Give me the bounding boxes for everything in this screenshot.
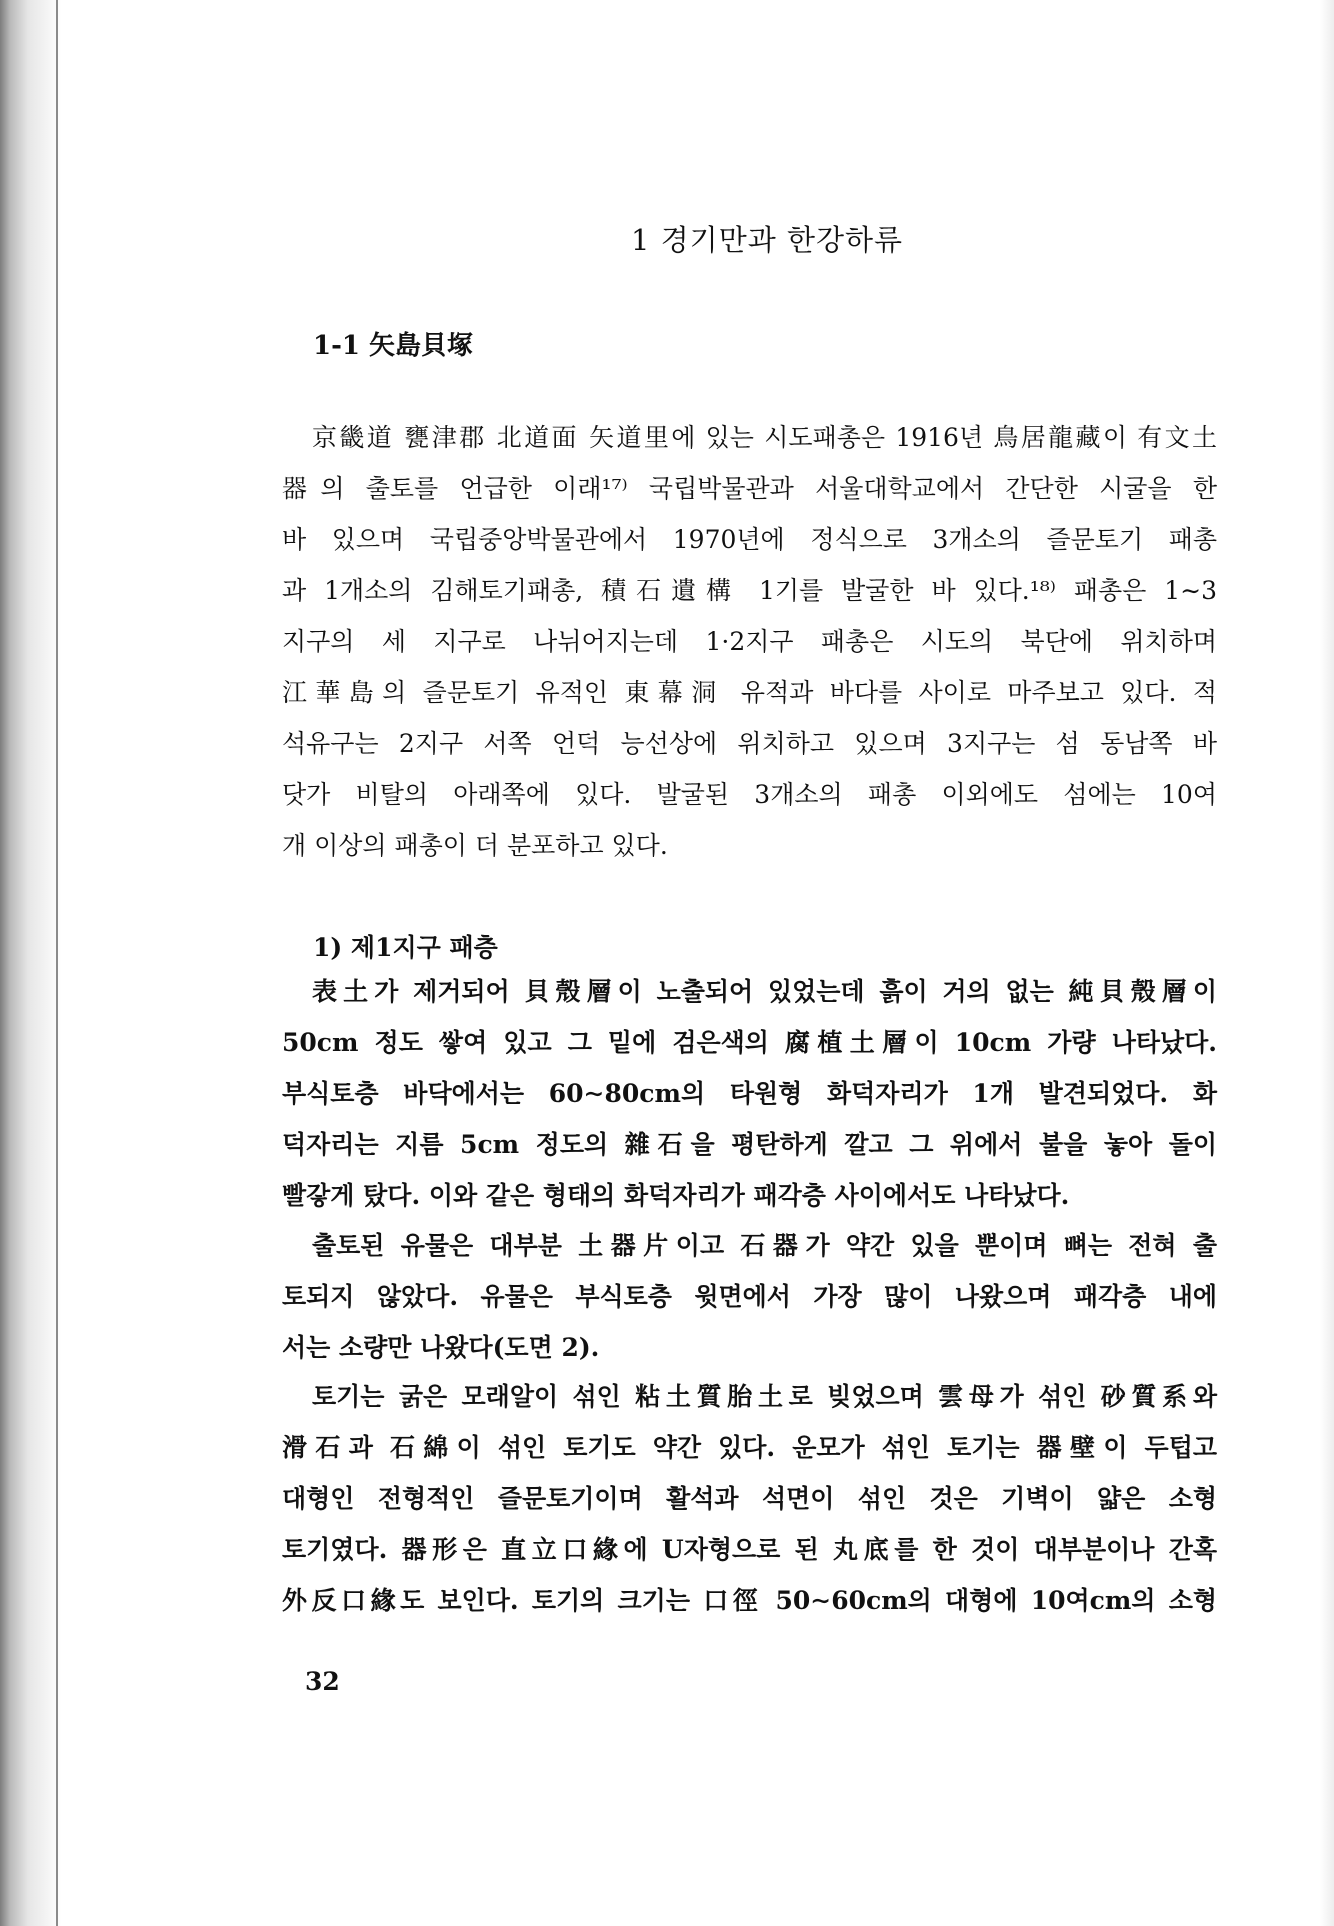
paragraph-line: 출토된 유물은 대부분 土器片이고 石器가 약간 있을 뿐이며 뼈는 전혀 출 (312, 1231, 1217, 1260)
paragraph-line: 부식토층 바닥에서는 60∼80cm의 타원형 화덕자리가 1개 발견되었다. 화 (282, 1079, 1217, 1108)
paragraph-line: 江華島의 즐문토기 유적인 東幕洞 유적과 바다를 사이로 마주보고 있다. 적 (282, 678, 1217, 707)
page-number: 32 (305, 1667, 340, 1696)
paragraph-line: 토기는 굵은 모래알이 섞인 粘土質胎土로 빚었으며 雲母가 섞인 砂質系와 (312, 1382, 1217, 1411)
chapter-title: 1 경기만과 한강하류 (631, 223, 903, 257)
paragraph-line: 서는 소량만 나왔다(도면 2). (282, 1333, 600, 1362)
section-title: 1-1 矢島貝塚 (313, 331, 474, 361)
paragraph-line: 닷가 비탈의 아래쪽에 있다. 발굴된 3개소의 패총 이외에도 섬에는 10여 (282, 780, 1217, 809)
paragraph-line: 바 있으며 국립중앙박물관에서 1970년에 정식으로 3개소의 즐문토기 패총 (282, 525, 1217, 554)
paragraph-line: 表土가 제거되어 貝殼層이 노출되어 있었는데 흙이 거의 없는 純貝殼層이 (312, 977, 1217, 1006)
subsection-title: 1) 제1지구 패층 (313, 933, 498, 962)
paragraph-line: 50cm 정도 쌓여 있고 그 밑에 검은색의 腐植土層이 10cm 가량 나타났다. (282, 1028, 1217, 1057)
paragraph-line: 빨갛게 탔다. 이와 같은 형태의 화덕자리가 패각층 사이에서도 나타났다. (282, 1181, 1070, 1210)
paragraph-line: 京畿道 甕津郡 北道面 矢道里에 있는 시도패총은 1916년 鳥居龍藏이 有文土 (312, 423, 1217, 452)
paragraph-line: 석유구는 2지구 서쪽 언덕 능선상에 위치하고 있으며 3지구는 섬 동남쪽 바 (282, 729, 1217, 758)
paragraph-line: 토되지 않았다. 유물은 부식토층 윗면에서 가장 많이 나왔으며 패각층 내에 (282, 1282, 1217, 1311)
paragraph-line: 토기였다. 器形은 直立口緣에 U자형으로 된 丸底를 한 것이 대부분이나 간혹 (282, 1535, 1217, 1564)
paragraph-line: 滑石과 石綿이 섞인 토기도 약간 있다. 운모가 섞인 토기는 器壁이 두텁고 (282, 1433, 1217, 1462)
paragraph-line: 개 이상의 패총이 더 분포하고 있다. (282, 831, 668, 860)
paragraph-line: 器의 출토를 언급한 이래¹⁷⁾ 국립박물관과 서울대학교에서 간단한 시굴을 한 (282, 474, 1217, 503)
paragraph-line: 外反口緣도 보인다. 토기의 크기는 口徑 50∼60cm의 대형에 10여cm의 소형 (282, 1586, 1217, 1615)
paragraph-line: 덕자리는 지름 5cm 정도의 雜石을 평탄하게 깔고 그 위에서 불을 놓아 돌이 (282, 1130, 1217, 1159)
paragraph-line: 대형인 전형적인 즐문토기이며 활석과 석면이 섞인 것은 기벽이 얇은 소형 (282, 1484, 1217, 1513)
paragraph-line: 과 1개소의 김해토기패총, 積石遺構 1기를 발굴한 바 있다.¹⁸⁾ 패총은 1∼3 (282, 576, 1217, 605)
paragraph-line: 지구의 세 지구로 나뉘어지는데 1·2지구 패총은 시도의 북단에 위치하며 (282, 627, 1217, 656)
